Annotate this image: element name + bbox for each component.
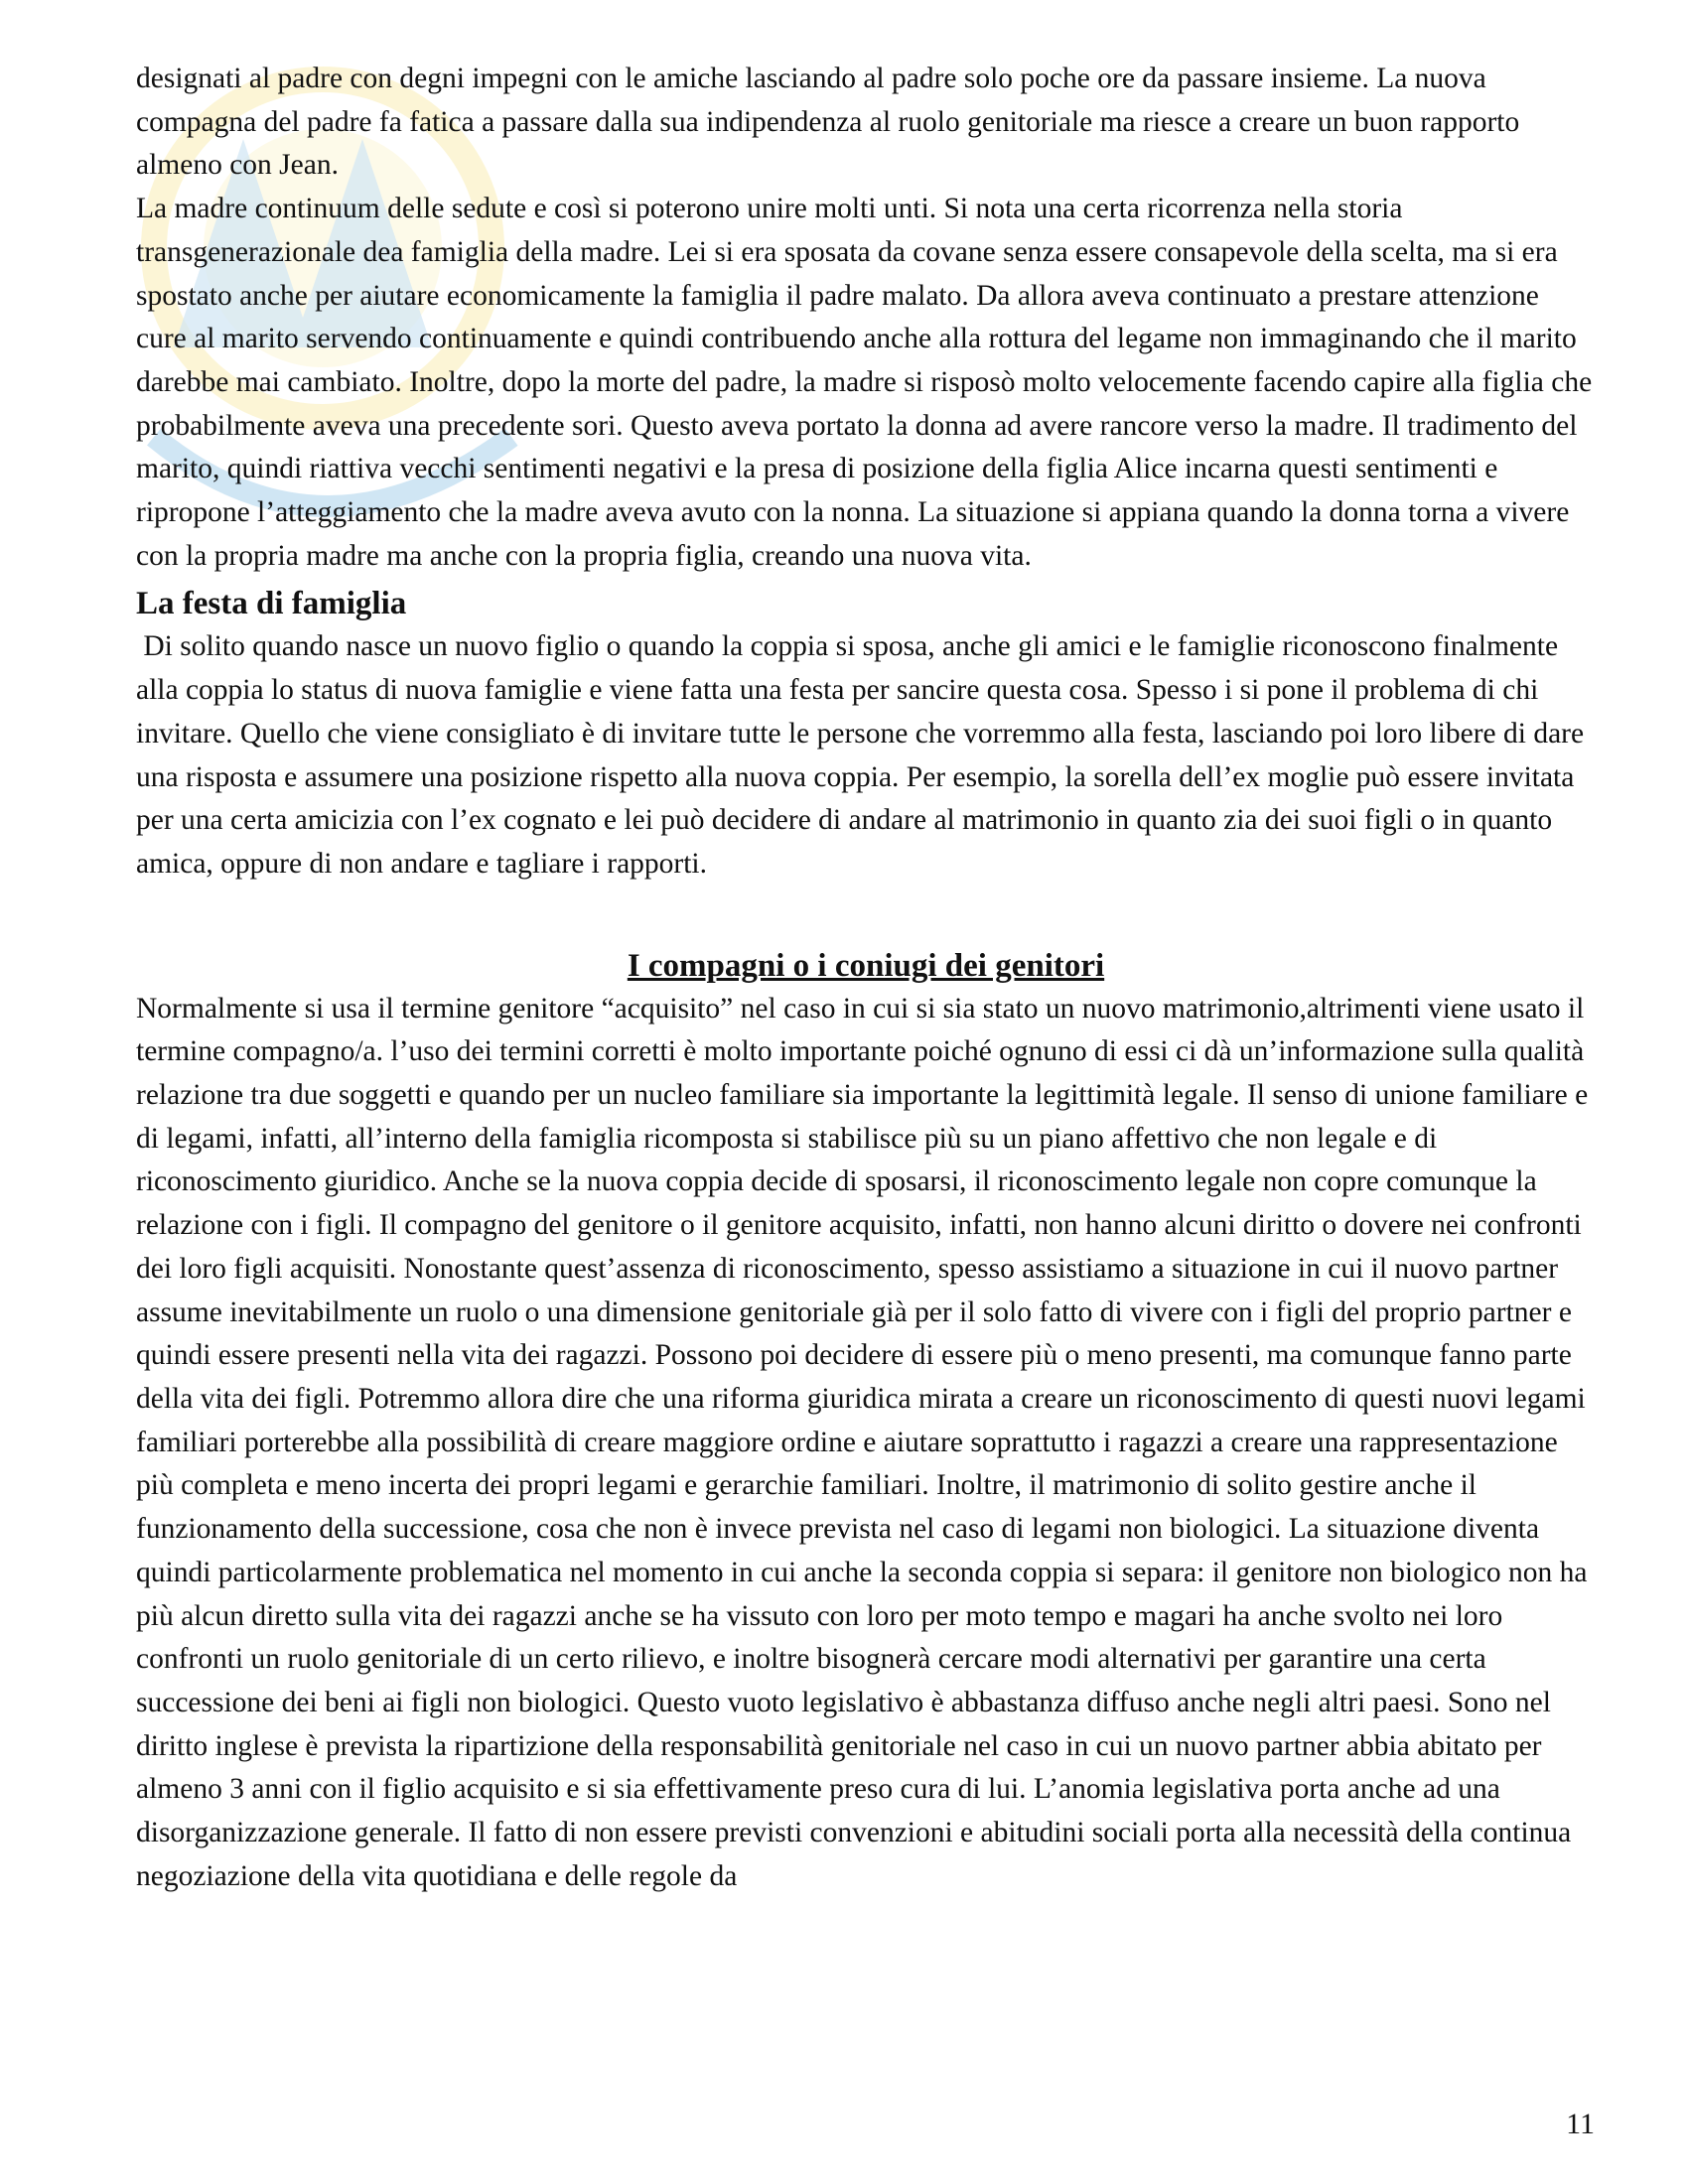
section-heading-festa: La festa di famiglia xyxy=(136,586,407,622)
page-number: 11 xyxy=(1566,2108,1595,2140)
section-body-festa: Di solito quando nasce un nuovo figlio o quando la coppia si sposa, anche gli amici e le famiglie riconoscono finalmente alla coppia lo status di nuova famiglie e viene fatta una festa per sancire questa cosa. Spesso i si pone il problema di chi invitare. Quello che viene consigliato è di invitare tutte le persone che vorremmo alla festa, lasciando poi loro libere di dare una risposta e assumere una posizione rispetto alla nuova coppia. Per esempio, la sorella dell’ex moglie può essere invitata per una certa amicizia con l’ex cognato e lei può decidere di andare al matrimonio in quanto zia dei suoi figli o in quanto amica, oppure di non andare e tagliare i rapporti. xyxy=(136,630,1592,880)
section-body-compagni: Normalmente si usa il termine genitore “acquisito” nel caso in cui si sia stato un nuovo matrimonio,altrimenti viene usato il termine compagno/a. l’uso dei termini corretti è molto importante poiché ognuno di essi ci dà un’informazione sulla qualità relazione tra due soggetti e quando per un nucleo familiare sia importante la legittimità legale. Il senso di unione familiare e di legami, infatti, all’interno della famiglia ricomposta si stabilisce più su un piano affettivo che non legale e di riconoscimento giuridico. Anche se la nuova coppia decide di sposarsi, il riconoscimento legale non copre comunque la relazione con i figli. Il compagno del genitore o il genitore acquisito, infatti, non hanno alcuni diritto o dovere nei confronti dei loro figli acquisiti. Nonostante quest’assenza di riconoscimento, spesso assistiamo a situazione in cui il nuovo partner assume inevitabilmente un ruolo o una dimensione genitoriale già per il solo fatto di vivere con i figli del proprio partner e quindi essere presenti nella vita dei ragazzi. Possono poi decidere di essere più o meno presenti, ma comunque fanno parte della vita dei figli. Potremmo allora dire che una riforma giuridica mirata a creare un riconoscimento di questi nuovi legami familiari porterebbe alla possibilità di creare maggiore ordine e aiutare soprattutto i ragazzi a creare una rappresentazione più completa e meno incerta dei propri legami e gerarchie familiari. Inoltre, il matrimonio di solito gestire anche il funzionamento della successione, cosa che non è invece prevista nel caso di legami non biologici. La situazione diventa quindi particolarmente problematica nel momento in cui anche la seconda coppia si separa: il genitore non biologico non ha più alcun diretto sulla vita dei ragazzi anche se ha vissuto con loro per moto tempo e magari ha anche svolto nei loro confronti un ruolo genitoriale di un certo rilievo, e inoltre bisognerà cercare modi alternativi per garantire una certa successione dei beni ai figli non biologici. Questo vuoto legislativo è abbastanza diffuso anche negli altri paesi. Sono nel diritto inglese è prevista la ripartizione della responsabilità genitoriale nel caso in cui un nuovo partner abbia abitato per almeno 3 anni con il figlio acquisito e si sia effettivamente preso cura di lui. L’anomia legislativa porta anche ad una disorganizzazione generale. Il fatto di non essere previsti convenzioni e abitudini sociali porta alla necessità della continua negoziazione della vita quotidiana e delle regole da xyxy=(136,992,1589,1892)
intro-paragraph-2: La madre continuum delle sedute e così si poterono unire molti unti. Si nota una certa ricorrenza nella storia transgenerazionale dea famiglia della madre. Lei si era sposata da covane senza essere consapevole della scelta, ma si era spostato anche per aiutare economicamente la famiglia il padre malato. Da allora aveva continuato a prestare attenzione cure al marito servendo continuamente e quindi contribuendo anche alla rottura del legame non immaginando che il marito darebbe mai cambiato. Inoltre, dopo la morte del padre, la madre si risposò molto velocemente facendo capire alla figlia che probabilmente aveva una precedente sori. Questo aveva portato la donna ad avere rancore verso la madre. Il tradimento del marito, quindi riattiva vecchi sentimenti negativi e la presa di posizione della figlia Alice incarna questi sentimenti e ripropone l’atteggiamento che la madre aveva avuto con la nonna. La situazione si appiana quando la donna torna a vivere con la propria madre ma anche con la propria figlia, creando una nuova vita. xyxy=(136,193,1593,572)
section-heading-compagni: I compagni o i coniugi dei genitori xyxy=(627,947,1105,984)
document-page xyxy=(136,58,1596,1898)
section-spacer xyxy=(136,887,1596,944)
intro-paragraph-1: designati al padre con degni impegni con le amiche lasciando al padre solo poche ore da passare insieme. La nuova compagna del padre fa fatica a passare dalla sua indipendenza al ruolo genitoriale ma riesce a creare un buon rapporto almeno con Jean. xyxy=(136,63,1520,182)
